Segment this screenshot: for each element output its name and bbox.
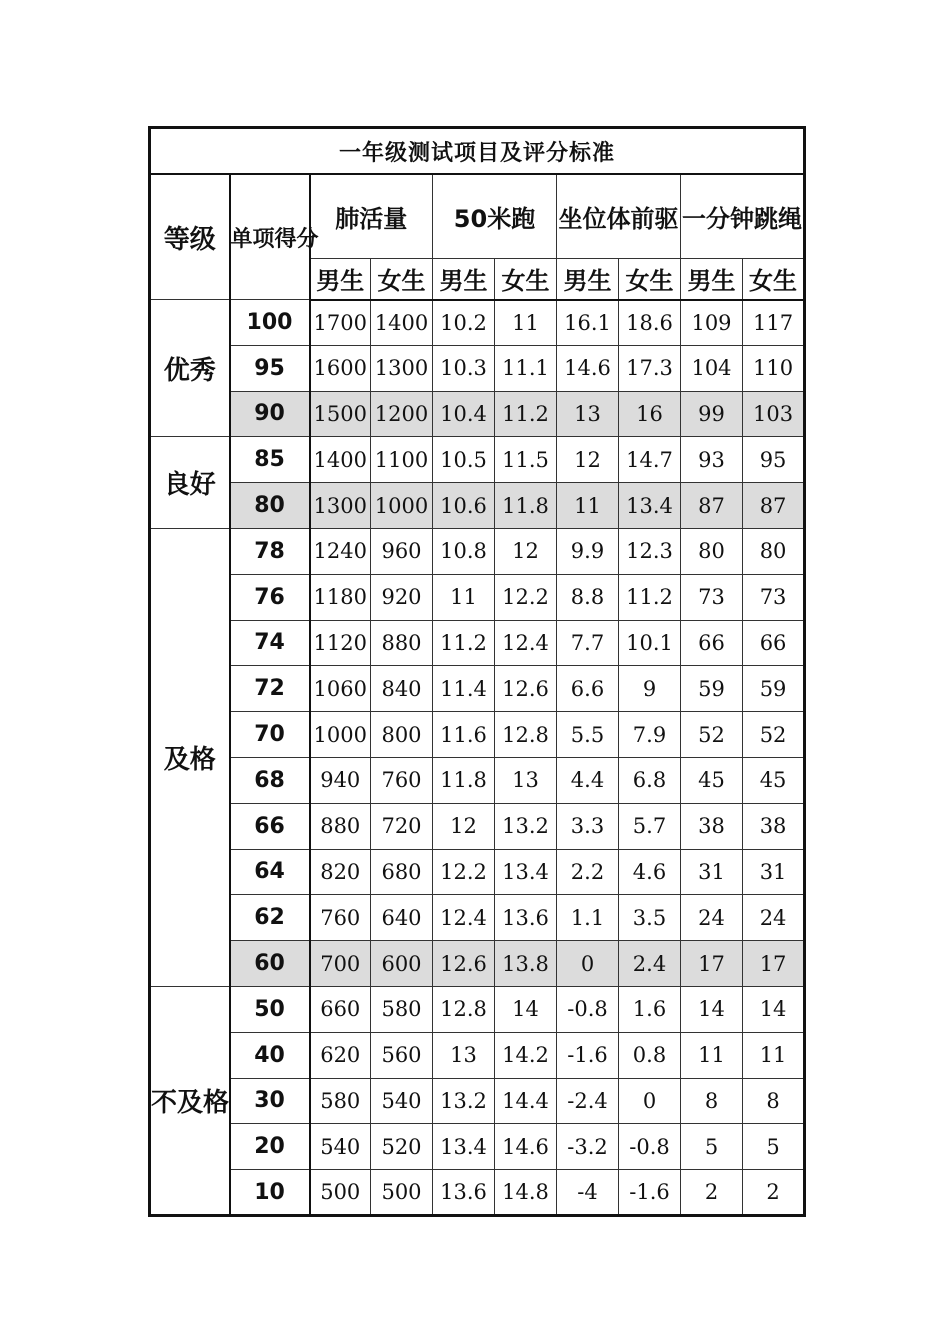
value-cell: -2.4 xyxy=(557,1078,619,1124)
value-cell: 17 xyxy=(743,941,805,987)
female-header: 女生 xyxy=(371,258,433,300)
value-cell: 14.2 xyxy=(495,1032,557,1078)
item-header-50m-run: 50米跑 xyxy=(433,174,557,258)
value-cell: 12.6 xyxy=(433,941,495,987)
value-cell: 840 xyxy=(371,666,433,712)
value-cell: 11 xyxy=(495,300,557,346)
score-cell: 30 xyxy=(230,1078,310,1124)
male-header: 男生 xyxy=(433,258,495,300)
value-cell: 1200 xyxy=(371,391,433,437)
value-cell: 11 xyxy=(743,1032,805,1078)
value-cell: 500 xyxy=(310,1170,371,1216)
value-cell: 13.2 xyxy=(433,1078,495,1124)
value-cell: 117 xyxy=(743,300,805,346)
table-row xyxy=(150,391,805,437)
table-row xyxy=(150,437,805,483)
female-header: 女生 xyxy=(619,258,681,300)
value-cell: 9.9 xyxy=(557,528,619,574)
value-cell: 680 xyxy=(371,849,433,895)
value-cell: 2.2 xyxy=(557,849,619,895)
score-cell: 10 xyxy=(230,1170,310,1216)
value-cell: 10.8 xyxy=(433,528,495,574)
value-cell: 8 xyxy=(681,1078,743,1124)
value-cell: 45 xyxy=(681,757,743,803)
value-cell: 73 xyxy=(743,574,805,620)
value-cell: 12 xyxy=(495,528,557,574)
value-cell: 540 xyxy=(310,1124,371,1170)
value-cell: -4 xyxy=(557,1170,619,1216)
female-header: 女生 xyxy=(495,258,557,300)
table-row xyxy=(150,574,805,620)
value-cell: 11.4 xyxy=(433,666,495,712)
value-cell: 1060 xyxy=(310,666,371,712)
table-row xyxy=(150,620,805,666)
score-cell: 100 xyxy=(230,300,310,346)
value-cell: 600 xyxy=(371,941,433,987)
score-cell: 76 xyxy=(230,574,310,620)
value-cell: 3.3 xyxy=(557,803,619,849)
item-header-sit-and-reach: 坐位体前驱 xyxy=(557,174,681,258)
value-cell: 12.2 xyxy=(433,849,495,895)
score-cell: 66 xyxy=(230,803,310,849)
value-cell: 66 xyxy=(681,620,743,666)
value-cell: 940 xyxy=(310,757,371,803)
table-row xyxy=(150,1124,805,1170)
table-row xyxy=(150,849,805,895)
table-row xyxy=(150,941,805,987)
value-cell: 1100 xyxy=(371,437,433,483)
value-cell: 3.5 xyxy=(619,895,681,941)
value-cell: 5.5 xyxy=(557,712,619,758)
value-cell: 12.6 xyxy=(495,666,557,712)
value-cell: 11.6 xyxy=(433,712,495,758)
value-cell: 1000 xyxy=(371,483,433,529)
table-row xyxy=(150,1170,805,1216)
value-cell: 2.4 xyxy=(619,941,681,987)
value-cell: 14.4 xyxy=(495,1078,557,1124)
value-cell: 10.2 xyxy=(433,300,495,346)
value-cell: 12.2 xyxy=(495,574,557,620)
table-row xyxy=(150,666,805,712)
value-cell: 6.6 xyxy=(557,666,619,712)
value-cell: 95 xyxy=(743,437,805,483)
value-cell: 2 xyxy=(681,1170,743,1216)
score-cell: 95 xyxy=(230,345,310,391)
value-cell: 1400 xyxy=(310,437,371,483)
value-cell: 80 xyxy=(743,528,805,574)
value-cell: 17 xyxy=(681,941,743,987)
value-cell: 13.6 xyxy=(495,895,557,941)
value-cell: 1300 xyxy=(371,345,433,391)
value-cell: 16.1 xyxy=(557,300,619,346)
value-cell: 10.4 xyxy=(433,391,495,437)
value-cell: 640 xyxy=(371,895,433,941)
value-cell: 0.8 xyxy=(619,1032,681,1078)
value-cell: 13.4 xyxy=(433,1124,495,1170)
score-standards-table xyxy=(148,126,806,1217)
value-cell: 9 xyxy=(619,666,681,712)
value-cell: 10.5 xyxy=(433,437,495,483)
female-header: 女生 xyxy=(743,258,805,300)
value-cell: 12.8 xyxy=(433,986,495,1032)
value-cell: 1.6 xyxy=(619,986,681,1032)
value-cell: 13 xyxy=(433,1032,495,1078)
value-cell: 87 xyxy=(681,483,743,529)
value-cell: 59 xyxy=(681,666,743,712)
table-title: 一年级测试项目及评分标准 xyxy=(150,128,805,175)
value-cell: 80 xyxy=(681,528,743,574)
value-cell: 11.1 xyxy=(495,345,557,391)
value-cell: 10.3 xyxy=(433,345,495,391)
value-cell: 1300 xyxy=(310,483,371,529)
score-cell: 74 xyxy=(230,620,310,666)
value-cell: 13.6 xyxy=(433,1170,495,1216)
value-cell: 10.6 xyxy=(433,483,495,529)
score-cell: 64 xyxy=(230,849,310,895)
score-cell: 80 xyxy=(230,483,310,529)
value-cell: 7.7 xyxy=(557,620,619,666)
value-cell: 14.6 xyxy=(495,1124,557,1170)
value-cell: 99 xyxy=(681,391,743,437)
table-row xyxy=(150,712,805,758)
value-cell: 13 xyxy=(495,757,557,803)
score-cell: 40 xyxy=(230,1032,310,1078)
table-row xyxy=(150,483,805,529)
value-cell: 4.4 xyxy=(557,757,619,803)
grade-label: 及格 xyxy=(150,528,230,986)
score-cell: 60 xyxy=(230,941,310,987)
value-cell: -0.8 xyxy=(557,986,619,1032)
value-cell: 1400 xyxy=(371,300,433,346)
value-cell: 12.4 xyxy=(433,895,495,941)
score-cell: 68 xyxy=(230,757,310,803)
value-cell: 38 xyxy=(743,803,805,849)
value-cell: 14 xyxy=(495,986,557,1032)
value-cell: 700 xyxy=(310,941,371,987)
value-cell: 12.8 xyxy=(495,712,557,758)
grade-label: 不及格 xyxy=(150,986,230,1215)
value-cell: 520 xyxy=(371,1124,433,1170)
value-cell: 31 xyxy=(681,849,743,895)
value-cell: 5 xyxy=(743,1124,805,1170)
value-cell: 560 xyxy=(371,1032,433,1078)
value-cell: 59 xyxy=(743,666,805,712)
table-row xyxy=(150,1078,805,1124)
value-cell: 66 xyxy=(743,620,805,666)
value-cell: 13.8 xyxy=(495,941,557,987)
value-cell: 45 xyxy=(743,757,805,803)
value-cell: 12 xyxy=(557,437,619,483)
value-cell: 13 xyxy=(557,391,619,437)
grade-header: 等级 xyxy=(150,174,230,300)
value-cell: 960 xyxy=(371,528,433,574)
value-cell: 17.3 xyxy=(619,345,681,391)
score-cell: 20 xyxy=(230,1124,310,1170)
table-row xyxy=(150,803,805,849)
value-cell: 109 xyxy=(681,300,743,346)
value-cell: 93 xyxy=(681,437,743,483)
value-cell: 11.2 xyxy=(433,620,495,666)
value-cell: 14.7 xyxy=(619,437,681,483)
table-row xyxy=(150,345,805,391)
value-cell: 880 xyxy=(371,620,433,666)
value-cell: 14.8 xyxy=(495,1170,557,1216)
value-cell: 8.8 xyxy=(557,574,619,620)
score-cell: 62 xyxy=(230,895,310,941)
value-cell: 110 xyxy=(743,345,805,391)
table-row xyxy=(150,895,805,941)
score-cell: 72 xyxy=(230,666,310,712)
value-cell: 87 xyxy=(743,483,805,529)
item-header-lung-capacity: 肺活量 xyxy=(310,174,433,258)
grade-label: 优秀 xyxy=(150,300,230,437)
value-cell: 620 xyxy=(310,1032,371,1078)
table-row xyxy=(150,757,805,803)
value-cell: 720 xyxy=(371,803,433,849)
value-cell: 1600 xyxy=(310,345,371,391)
value-cell: 11 xyxy=(557,483,619,529)
value-cell: 1240 xyxy=(310,528,371,574)
value-cell: 1500 xyxy=(310,391,371,437)
value-cell: 1700 xyxy=(310,300,371,346)
value-cell: -0.8 xyxy=(619,1124,681,1170)
table-row xyxy=(150,528,805,574)
male-header: 男生 xyxy=(557,258,619,300)
value-cell: 11.8 xyxy=(495,483,557,529)
value-cell: 14.6 xyxy=(557,345,619,391)
value-cell: 103 xyxy=(743,391,805,437)
value-cell: 12.4 xyxy=(495,620,557,666)
value-cell: 18.6 xyxy=(619,300,681,346)
value-cell: 500 xyxy=(371,1170,433,1216)
value-cell: 11.5 xyxy=(495,437,557,483)
score-cell: 85 xyxy=(230,437,310,483)
value-cell: 11.2 xyxy=(619,574,681,620)
table-row xyxy=(150,1032,805,1078)
value-cell: 880 xyxy=(310,803,371,849)
value-cell: 16 xyxy=(619,391,681,437)
table-row xyxy=(150,986,805,1032)
value-cell: 4.6 xyxy=(619,849,681,895)
score-cell: 70 xyxy=(230,712,310,758)
value-cell: 73 xyxy=(681,574,743,620)
value-cell: 580 xyxy=(371,986,433,1032)
score-header: 单项得分 xyxy=(230,174,310,300)
value-cell: 760 xyxy=(371,757,433,803)
value-cell: 660 xyxy=(310,986,371,1032)
value-cell: 38 xyxy=(681,803,743,849)
value-cell: 8 xyxy=(743,1078,805,1124)
value-cell: 2 xyxy=(743,1170,805,1216)
value-cell: 104 xyxy=(681,345,743,391)
value-cell: 52 xyxy=(743,712,805,758)
value-cell: 540 xyxy=(371,1078,433,1124)
value-cell: 11.2 xyxy=(495,391,557,437)
value-cell: 11 xyxy=(681,1032,743,1078)
value-cell: 800 xyxy=(371,712,433,758)
value-cell: 12 xyxy=(433,803,495,849)
value-cell: 920 xyxy=(371,574,433,620)
value-cell: 10.1 xyxy=(619,620,681,666)
male-header: 男生 xyxy=(310,258,371,300)
value-cell: 1120 xyxy=(310,620,371,666)
item-header-jump-rope: 一分钟跳绳 xyxy=(681,174,805,258)
value-cell: 24 xyxy=(681,895,743,941)
value-cell: 11.8 xyxy=(433,757,495,803)
value-cell: 24 xyxy=(743,895,805,941)
value-cell: 13.4 xyxy=(619,483,681,529)
value-cell: 580 xyxy=(310,1078,371,1124)
score-cell: 90 xyxy=(230,391,310,437)
value-cell: 1.1 xyxy=(557,895,619,941)
value-cell: 5 xyxy=(681,1124,743,1170)
value-cell: 7.9 xyxy=(619,712,681,758)
score-cell: 78 xyxy=(230,528,310,574)
table-row xyxy=(150,300,805,346)
value-cell: 820 xyxy=(310,849,371,895)
value-cell: 13.4 xyxy=(495,849,557,895)
value-cell: 12.3 xyxy=(619,528,681,574)
male-header: 男生 xyxy=(681,258,743,300)
score-cell: 50 xyxy=(230,986,310,1032)
value-cell: -1.6 xyxy=(619,1170,681,1216)
value-cell: 1180 xyxy=(310,574,371,620)
value-cell: 13.2 xyxy=(495,803,557,849)
value-cell: 0 xyxy=(619,1078,681,1124)
value-cell: -3.2 xyxy=(557,1124,619,1170)
value-cell: 14 xyxy=(681,986,743,1032)
value-cell: 11 xyxy=(433,574,495,620)
value-cell: 5.7 xyxy=(619,803,681,849)
value-cell: 0 xyxy=(557,941,619,987)
value-cell: 1000 xyxy=(310,712,371,758)
value-cell: -1.6 xyxy=(557,1032,619,1078)
value-cell: 31 xyxy=(743,849,805,895)
value-cell: 760 xyxy=(310,895,371,941)
value-cell: 6.8 xyxy=(619,757,681,803)
value-cell: 52 xyxy=(681,712,743,758)
grade-label: 良好 xyxy=(150,437,230,529)
value-cell: 14 xyxy=(743,986,805,1032)
